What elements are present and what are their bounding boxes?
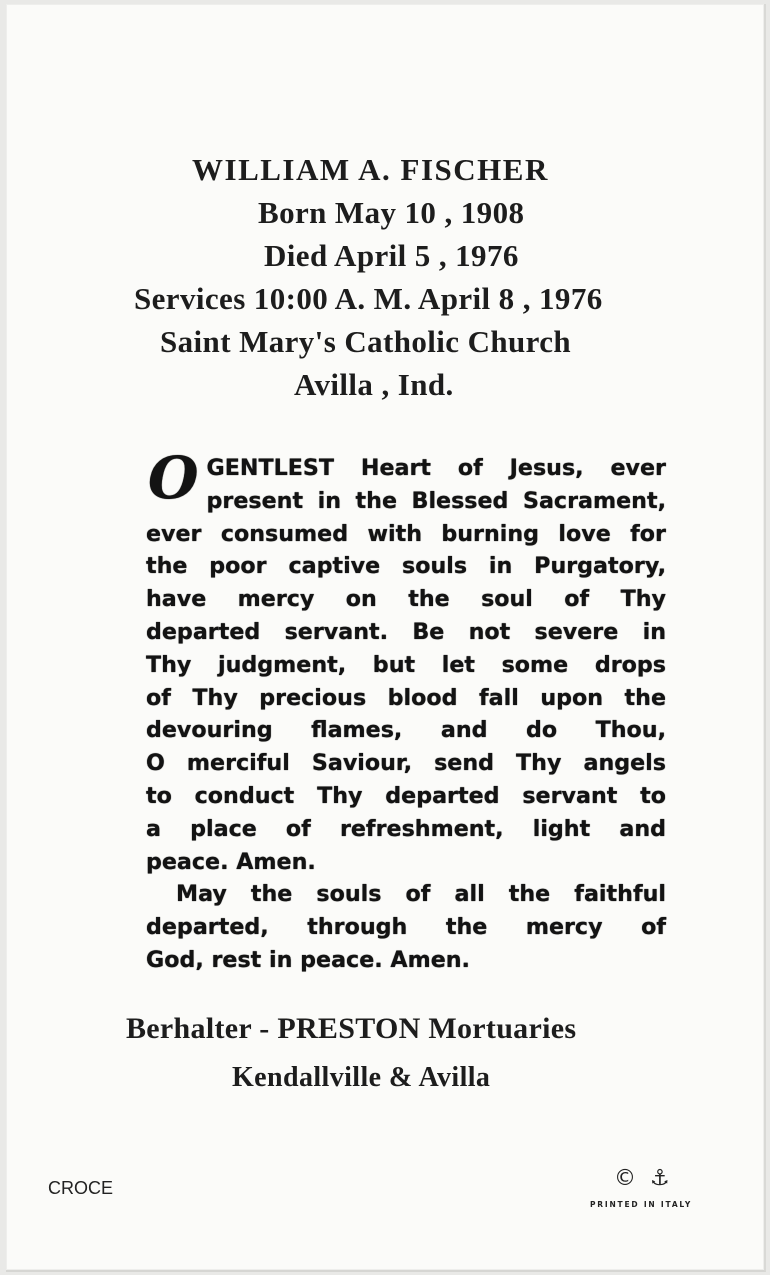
anchor-icon: ⚓ — [650, 1166, 670, 1191]
prayer-line: Thy judgment, but let some drops — [146, 651, 666, 678]
death-date: Died April 5 , 1976 — [264, 238, 519, 273]
prayer-line: ever consumed with burning love for — [146, 520, 666, 547]
prayer-line: of Thy precious blood fall upon the — [146, 684, 666, 711]
church-name: Saint Mary's Catholic Church — [160, 324, 572, 359]
prayer-line: to conduct Thy departed servant to — [146, 782, 666, 809]
prayer-line: departed servant. Be not severe in — [146, 618, 666, 645]
prayer-line: departed, through the mercy of — [146, 914, 666, 941]
deceased-name: WILLIAM A. FISCHER — [192, 152, 549, 187]
mortuary-cities: Kendallville & Avilla — [232, 1062, 491, 1093]
memorial-card — [6, 4, 766, 1272]
prayer-line: the poor captive souls in Purgatory, — [146, 553, 666, 580]
services-time: Services 10:00 A. M. April 8 , 1976 — [134, 281, 603, 316]
printed-in-italy: PRINTED IN ITALY — [590, 1200, 693, 1209]
birth-date: Born May 10 , 1908 — [258, 195, 525, 230]
prayer-line: present in the Blessed Sacrament, — [206, 487, 666, 514]
copyright-icon: © — [614, 1166, 636, 1191]
prayer-line: May the souls of all the faithful — [176, 881, 666, 908]
prayer-line: peace. Amen. — [146, 848, 316, 875]
publisher-mark: CROCE — [48, 1178, 114, 1198]
church-city: Avilla , Ind. — [294, 367, 454, 402]
prayer-line: devouring flames, and do Thou, — [146, 717, 666, 744]
prayer-line: a place of refreshment, light and — [146, 815, 666, 842]
prayer-line: God, rest in peace. Amen. — [146, 946, 470, 973]
mortuary-name: Berhalter - PRESTON Mortuaries — [126, 1012, 577, 1045]
prayer-line: O merciful Saviour, send Thy angels — [146, 750, 666, 777]
prayer-line: GENTLEST Heart of Jesus, ever — [206, 455, 666, 481]
prayer-text — [146, 444, 666, 977]
drop-cap: O — [148, 444, 199, 512]
prayer-line: have mercy on the soul of Thy — [146, 586, 666, 613]
